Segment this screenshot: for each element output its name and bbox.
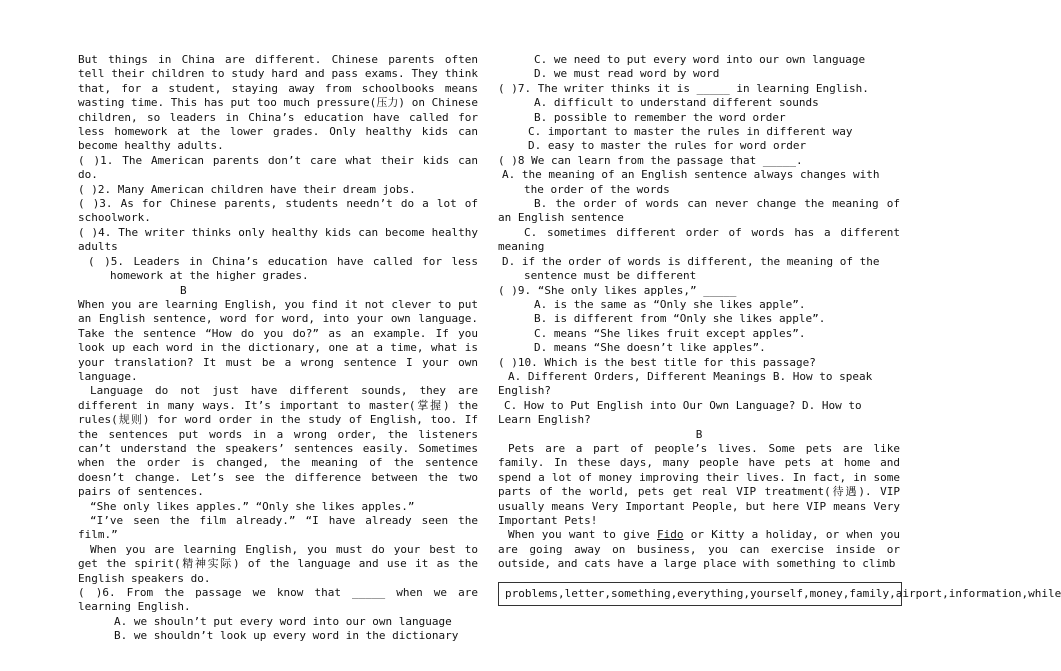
left-column	[78, 53, 478, 644]
passage-b-paragraph-1: When you are learning English, you find it not clever to put an English sentence, word for word, into your own language. Take the sentence “How do you do?” as an example. If you look up each word in the dictionary, one at a time, what is your translation? It must be a wrong sentence I your own language.	[78, 297, 478, 383]
question-8-option-b: B. the order of words can never change the meaning of an English sentence	[498, 197, 900, 225]
question-7-option-b: B. possible to remember the word order	[534, 110, 786, 124]
passage-b-paragraph-3: When you are learning English, you must do your best to get the spirit(精神实际) of the language and use it as the English speakers do.	[78, 542, 478, 585]
pets-paragraph-2	[498, 528, 900, 571]
question-9-stem: ( )9. “She only likes apples,” _____	[498, 283, 737, 297]
section-b2-heading: B	[695, 427, 703, 441]
section-b-heading: B	[180, 283, 187, 297]
question-1: ( )1. The American parents don’t care what their kids can do.	[78, 153, 478, 182]
question-8-stem: ( )8 We can learn from the passage that _____.	[498, 153, 803, 167]
fido-underlined-word: Fido	[656, 528, 684, 542]
word-box: problems,letter,something,everything,yourself,money,family,airport,information,while	[498, 582, 902, 606]
pets-paragraph-1: Pets are a part of people’s lives. Some pets are like family. In these days, many people have pets at home and spend a lot of money improving their lives. In fact, in some parts of the world, pets get real VIP treatment(待遇). VIP usually means Very Important People, but here VIP means Very Important Pets!	[498, 441, 900, 527]
passage-a-continuation: But things in China are different. Chinese parents often tell their children to study hard and pass exams. They think that, for a student, staying away from schoolbooks means wasting time. This has put too much pressure(压力) on Chinese children, so leaders in China’s education have called for less homework at the lower grades. Only healthy kids can become healthy adults.	[78, 53, 478, 153]
question-9-option-c: C. means “She likes fruit except apples”.	[534, 326, 806, 340]
question-8-option-d: D. if the order of words is different, the meaning of the sentence must be different	[502, 254, 880, 283]
question-7-option-c: C. important to master the rules in different way	[528, 125, 853, 139]
question-6-option-a: A. we shouln’t put every word into our own language	[114, 614, 452, 628]
question-7-option-a: A. difficult to understand different sounds	[534, 96, 819, 110]
question-5: ( )5. Leaders in China’s education have called for less homework at the higher grades.	[88, 254, 478, 283]
question-8-option-a: A. the meaning of an English sentence always changes with the order of the words	[502, 168, 880, 196]
question-9-option-b: B. is different from “Only she likes apple”.	[534, 312, 826, 326]
sentence-pair-2: “I’ve seen the film already.” “I have already seen the film.”	[78, 514, 478, 542]
pets-text-after: or Kitty a holiday, or when you are going away on business, you can exercise inside or outside, and cats have a large place with something to climb	[498, 528, 900, 571]
question-2: ( )2. Many American children have their dream jobs.	[78, 182, 416, 196]
question-9-option-d: D. means “She doesn’t like apples”.	[534, 341, 766, 355]
question-6-stem: ( )6. From the passage we know that _____ when we are learning English.	[78, 586, 478, 614]
question-3: ( )3. As for Chinese parents, students needn’t do a lot of schoolwork.	[78, 197, 478, 225]
question-9-option-a: A. is the same as “Only she likes apple”.	[534, 297, 806, 311]
question-10-options-ab: A. Different Orders, Different Meanings B. How to speak English?	[498, 369, 873, 398]
right-column	[498, 53, 900, 572]
question-8-option-c: C. sometimes different order of words has a different meaning	[498, 225, 900, 254]
question-6-option-d: D. we must read word by word	[534, 67, 720, 81]
question-10-stem: ( )10. Which is the best title for this passage?	[498, 355, 816, 369]
pets-text-before: When you want to give	[508, 528, 657, 542]
question-6-option-b: B. we shouldn’t look up every word in the dictionary	[114, 629, 459, 643]
passage-b-paragraph-2: Language do not just have different sounds, they are different in many ways. It’s important to master(掌握) the rules(规则) for word order in the study of English, too. If the sentences put words in a wrong order, the listeners can’t understand the speakers’ sentences easily. Sometimes when the order is changed, the meaning of the sentence doesn’t change. Let’s see the difference between the two pairs of sentences.	[78, 384, 478, 499]
question-7-stem: ( )7. The writer thinks it is _____ in learning English.	[498, 81, 869, 95]
question-10-options-cd: C. How to Put English into Our Own Language? D. How to Learn English?	[498, 398, 862, 427]
question-7-option-d: D. easy to master the rules for word order	[528, 139, 807, 153]
sentence-pair-1: “She only likes apples.” “Only she likes apples.”	[90, 499, 415, 513]
question-6-option-c: C. we need to put every word into our own language	[534, 53, 866, 66]
question-4: ( )4. The writer thinks only healthy kids can become healthy adults	[78, 225, 478, 254]
